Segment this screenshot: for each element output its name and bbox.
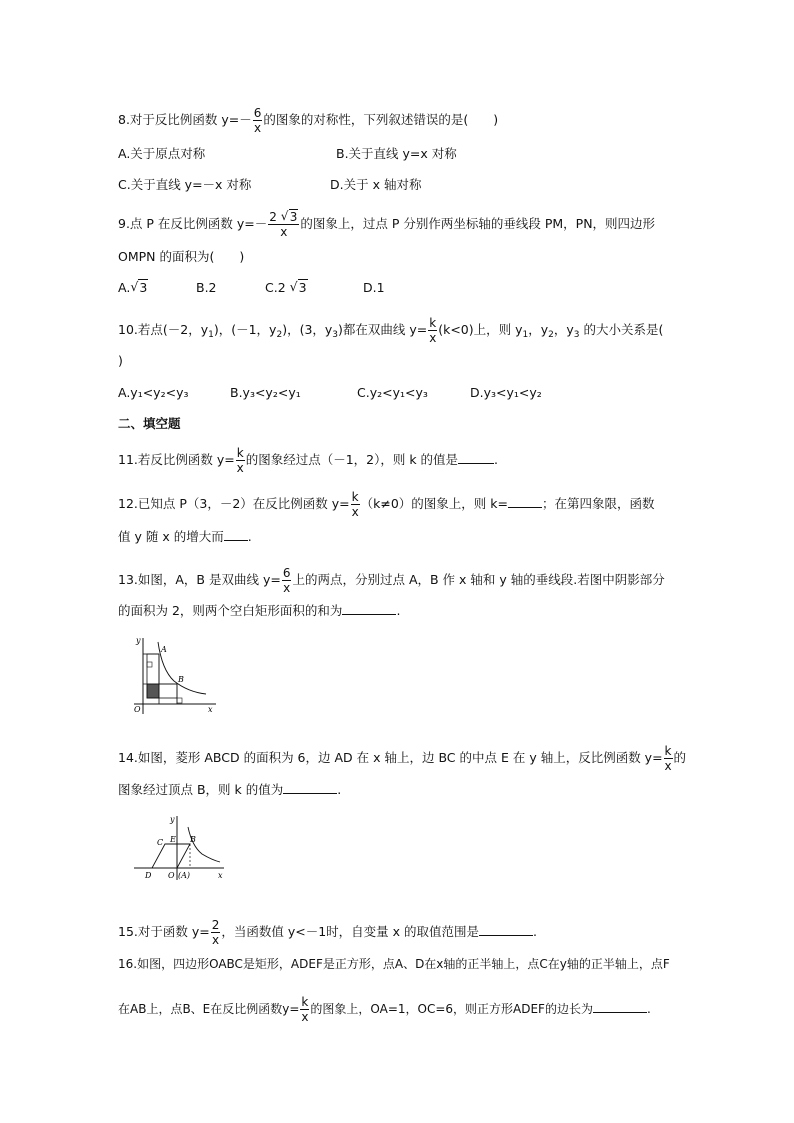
figure-13 xyxy=(126,632,226,716)
denominator: x xyxy=(212,933,220,947)
sqrt xyxy=(281,210,299,224)
answer-blank[interactable] xyxy=(342,602,396,615)
t: . xyxy=(533,924,538,939)
q9-stem-b: 的图象上，过点 P 分别作两坐标轴的垂线段 PM，PN，则四边形 xyxy=(300,216,656,231)
t: 12.已知点 P（3，－2）在反比例函数 y= xyxy=(118,496,350,511)
t: 图象经过顶点 B，则 k 的值为 xyxy=(118,782,284,797)
label-y: y xyxy=(136,636,141,645)
denominator: x xyxy=(351,505,359,519)
q12-stem xyxy=(118,490,654,519)
t: 15.对于函数 y= xyxy=(118,924,210,939)
answer-blank[interactable] xyxy=(508,495,542,508)
q10-option-a: A.y₁<y₂<y₃ xyxy=(118,385,189,400)
t: 14.如图，菱形 ABCD 的面积为 6，边 AD 在 x 轴上，边 BC 的中点 E 在 y 轴上，反比例函数 y= xyxy=(118,750,663,765)
denominator: x xyxy=(283,581,291,595)
coef: 2 xyxy=(269,210,277,224)
rhombus-abcd xyxy=(152,844,190,868)
q8-option-a: A.关于原点对称 xyxy=(118,146,206,161)
q13-fraction xyxy=(282,566,292,595)
t: )，(3，y xyxy=(282,322,333,337)
t: )都在双曲线 y= xyxy=(338,322,428,337)
q13-stem xyxy=(118,566,665,595)
label-x: x xyxy=(208,705,213,714)
sub: 3 xyxy=(332,330,339,340)
q15-stem xyxy=(118,918,537,947)
q14-stem-line2 xyxy=(118,781,341,798)
label-o: O xyxy=(168,871,175,880)
t: （k≠0）的图象上，则 k= xyxy=(360,496,508,511)
numerator: k xyxy=(301,995,309,1009)
t: 的大小关系是( xyxy=(579,322,664,337)
t: 的面积为 2，则两个空白矩形面积的和为 xyxy=(118,603,343,618)
numerator: k xyxy=(664,744,672,758)
sqrt xyxy=(130,280,148,296)
hyperbola-curve xyxy=(188,827,220,862)
denominator: x xyxy=(280,225,288,239)
denominator: x xyxy=(301,1010,309,1024)
q12-fraction xyxy=(351,490,360,519)
q9-option-b: B.2 xyxy=(196,280,217,295)
q10-option-c: C.y₂<y₁<y₃ xyxy=(357,385,428,400)
t: 上的两点，分别过点 A，B 作 x 轴和 y 轴的垂线段.若图中阴影部分 xyxy=(292,572,665,587)
denominator: x xyxy=(236,461,244,475)
denominator: x xyxy=(664,759,672,773)
numerator: k xyxy=(236,446,244,460)
q11-fraction xyxy=(236,446,245,475)
numerator: k xyxy=(351,490,359,504)
t: ，y xyxy=(553,322,574,337)
sub: 1 xyxy=(522,330,529,340)
t: 值 y 随 x 的增大而 xyxy=(118,529,224,544)
t: . xyxy=(646,1002,651,1016)
label-y: y xyxy=(170,815,175,824)
radicand: 3 xyxy=(139,280,148,295)
q9-stem-line2: OMPN 的面积为( ) xyxy=(118,249,245,264)
sub: 3 xyxy=(573,330,580,340)
label-b: B xyxy=(190,835,196,844)
label-d: D xyxy=(145,871,152,880)
label-o: O xyxy=(134,705,141,714)
answer-blank[interactable] xyxy=(224,528,248,541)
q8-fraction xyxy=(253,106,263,135)
right-angle-mark xyxy=(147,662,152,667)
numerator: 6 xyxy=(282,566,291,580)
t: (k<0)上，则 y xyxy=(438,322,523,337)
t: 的图象上，OA=1，OC=6，则正方形ADEF的边长为 xyxy=(310,1002,593,1016)
t: 的 xyxy=(673,750,687,765)
radicand: 3 xyxy=(298,280,307,295)
label-b: B xyxy=(178,675,184,684)
label-e: E xyxy=(170,835,176,844)
denominator: x xyxy=(254,121,262,135)
q8-option-b: B.关于直线 y=x 对称 xyxy=(336,146,457,161)
q9-option-d: D.1 xyxy=(363,280,385,295)
q16-fraction xyxy=(300,995,309,1024)
sub: 2 xyxy=(548,330,554,340)
answer-blank[interactable] xyxy=(479,923,533,936)
radicand: 3 xyxy=(289,210,298,224)
q11-stem xyxy=(118,446,498,475)
q13-stem-line2 xyxy=(118,602,400,619)
shaded-region xyxy=(147,684,159,698)
numerator: 2 xyxy=(211,918,220,932)
t: . xyxy=(337,782,342,797)
t: 10.若点(－2，y xyxy=(118,322,209,337)
label: A. xyxy=(118,280,131,295)
label-a: (A) xyxy=(178,871,191,880)
q10-stem-line2: ) xyxy=(118,353,123,368)
t: 的图象经过点（－1，2），则 k 的值是 xyxy=(245,452,459,467)
answer-blank[interactable] xyxy=(593,1000,647,1013)
q9-stem-a: 9.点 P 在反比例函数 y=－ xyxy=(118,216,268,231)
figure-14 xyxy=(132,812,232,882)
q10-option-d: D.y₃<y₁<y₂ xyxy=(470,385,542,400)
denominator: x xyxy=(429,331,437,345)
sqrt xyxy=(290,280,308,296)
q12-stem-line2 xyxy=(118,528,252,545)
q9-option-a xyxy=(118,280,148,296)
numerator xyxy=(268,210,299,225)
q10-option-b: B.y₃<y₂<y₁ xyxy=(230,385,301,400)
right-angle-mark xyxy=(177,698,182,703)
t: ，当函数值 y<－1时，自变量 x 的取值范围是 xyxy=(221,924,480,939)
sub: 1 xyxy=(208,330,214,340)
q8-stem-a: 8.对于反比例函数 y=－ xyxy=(118,112,252,127)
q8-stem-b: 的图象的对称性，下列叙述错误的是( ) xyxy=(263,112,499,127)
q9-fraction xyxy=(268,210,299,239)
t: 11.若反比例函数 y= xyxy=(118,452,235,467)
q14-stem xyxy=(118,744,686,773)
t: ，y xyxy=(528,322,549,337)
t: . xyxy=(494,452,499,467)
sub: 2 xyxy=(276,330,283,340)
q9-stem xyxy=(118,210,655,239)
q10-stem xyxy=(118,316,663,345)
label-c: C xyxy=(157,838,164,847)
answer-blank[interactable] xyxy=(283,781,337,794)
t: ；在第四象限，函数 xyxy=(541,496,655,511)
label-a: A xyxy=(161,645,167,654)
label-x: x xyxy=(218,871,223,880)
numerator: k xyxy=(429,316,437,330)
q16-stem xyxy=(118,995,651,1024)
q8-option-c: C.关于直线 y=－x 对称 xyxy=(118,177,252,192)
t: 13.如图，A，B 是双曲线 y= xyxy=(118,572,281,587)
label: C.2 xyxy=(265,280,286,295)
q9-option-c xyxy=(265,280,308,296)
q8-option-d: D.关于 x 轴对称 xyxy=(330,177,422,192)
q15-fraction xyxy=(211,918,221,947)
section-heading: 二、填空题 xyxy=(118,416,181,431)
t: )，(－1，y xyxy=(213,322,277,337)
numerator: 6 xyxy=(253,106,262,120)
q14-fraction xyxy=(664,744,673,773)
q10-fraction xyxy=(428,316,437,345)
t: . xyxy=(396,603,401,618)
q8-stem xyxy=(118,106,498,135)
t: 在AB上，点B、E在反比例函数y= xyxy=(118,1002,300,1016)
answer-blank[interactable] xyxy=(458,451,494,464)
t: . xyxy=(247,529,252,544)
q16-stem-line1: 16.如图，四边形OABC是矩形，ADEF是正方形，点A、D在x轴的正半轴上，点C在y轴的正半轴上，点F xyxy=(118,957,670,971)
